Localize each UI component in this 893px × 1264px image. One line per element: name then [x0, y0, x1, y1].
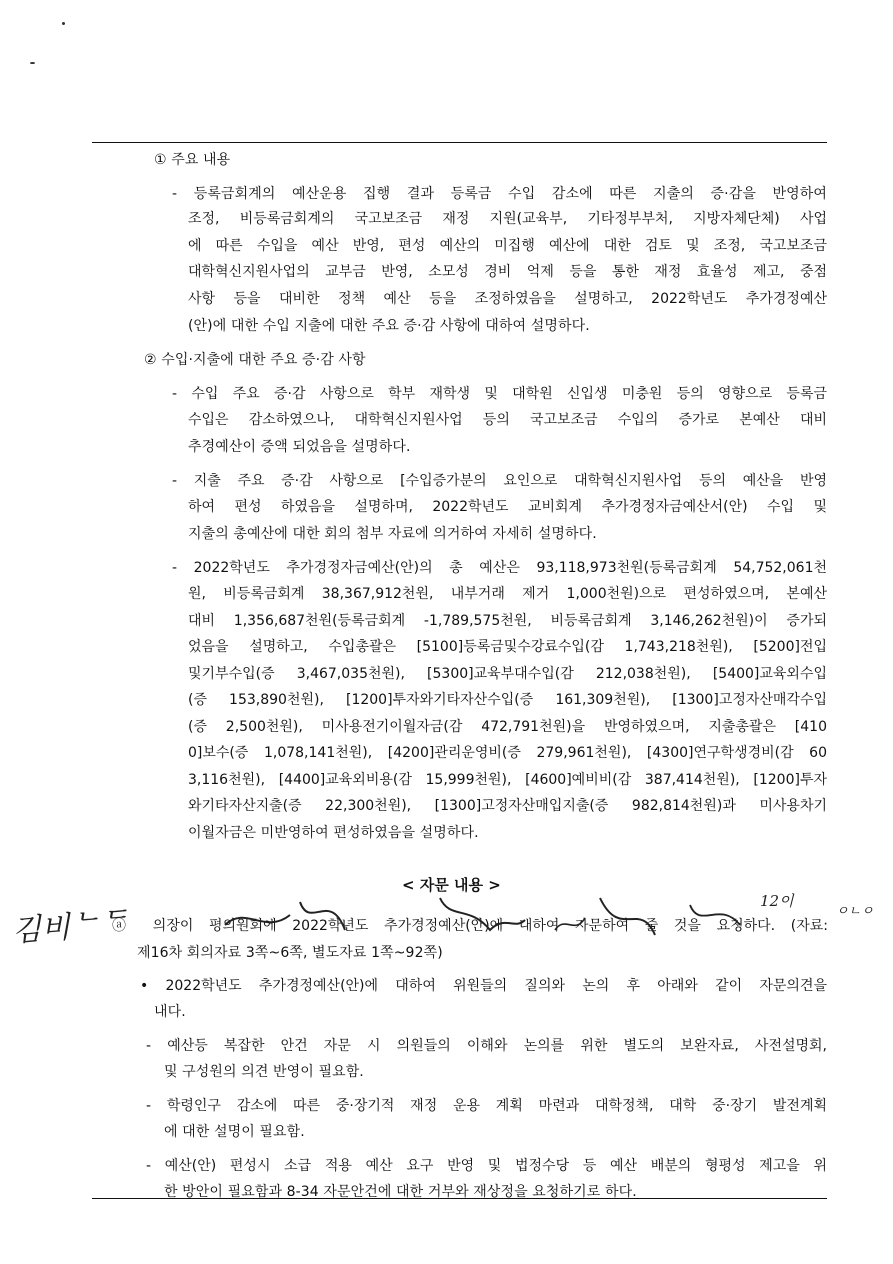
- section1-heading: ① 주요 내용: [154, 152, 231, 168]
- advice-item-line: - 예산(안) 편성시 소급 적용 예산 요구 반영 및 법정수당 등 예산 배분의 형평성 제고을 위: [146, 1158, 827, 1174]
- handwritten-signature: 김비ᄂᄃ: [11, 905, 130, 949]
- section2-para3-line: 0]보수(증 1,078,141천원), [4200]관리운영비(증 279,961천원), [4300]연구학생경비(감 60: [188, 745, 827, 761]
- section2-para1-line: - 수입 주요 증·감 사항으로 학부 재학생 및 대학원 신입생 미충원 등의 영향으로 등록금: [172, 386, 827, 402]
- section2-para1-line: 수입은 감소하였으나, 대학혁신지원사업 등의 국고보조금 수입의 증가로 본예산 대비: [188, 412, 827, 428]
- section1-line: - 등록금회계의 예산운용 집행 결과 등록금 수입 감소에 따른 지출의 증·감을 반영하여: [172, 186, 827, 202]
- section1-line: 조정, 비등록금회계의 국고보조금 재정 지원(교육부, 기타정부부처, 지방자체단체) 사업: [188, 211, 827, 227]
- advice-item-line: - 예산등 복잡한 안건 자문 시 의원들의 이해와 논의를 위한 별도의 보완자료, 사전설명회,: [146, 1038, 827, 1054]
- advice-intro-line: 제16차 회의자료 3쪽~6쪽, 별도자료 1쪽~92쪽): [137, 945, 443, 961]
- section2-para3-line: (증 153,890천원), [1200]투자와기타자산수입(증 161,309천원), [1300]고정자산매각수입: [188, 692, 827, 708]
- advice-item-line: - 학령인구 감소에 따른 중·장기적 재정 운용 계획 마련과 대학정책, 대학 중·장기 발전계획: [146, 1098, 827, 1114]
- advice-intro-line: ⓐ 의장이 평의원회에 2022학년도 추가경정예산(안)에 대하여 자문하여 줄 것을 요청하다. (자료:: [112, 918, 828, 934]
- scan-speck: [62, 22, 65, 25]
- section2-para2-line: 지출의 총예산에 대한 회의 첨부 자료에 의거하여 자세히 설명하다.: [188, 526, 597, 542]
- advice-title: < 자문 내용 >: [402, 876, 501, 894]
- section1-line: 대학혁신지원사업의 교부금 반영, 소모성 경비 억제 등을 통한 재정 효율성 제고, 중점: [188, 264, 827, 280]
- section2-para2-line: - 지출 주요 증·감 사항으로 [수입증가분의 요인으로 대학혁신지원사업 등의 예산을 반영: [172, 473, 827, 489]
- section1-line: (안)에 대한 수입 지출에 대한 주요 증·감 사항에 대하여 설명하다.: [188, 318, 590, 334]
- section2-para3-line: 이월자금은 미반영하여 편성하였음을 설명하다.: [188, 825, 479, 841]
- section1-line: 에 따른 수입을 예산 반영, 편성 예산의 미집행 예산에 대한 검토 및 조정, 국고보조금: [188, 238, 827, 254]
- section2-heading: ② 수입·지출에 대한 주요 증·감 사항: [144, 352, 366, 368]
- scan-speck: [30, 62, 35, 64]
- advice-bullet-line: 내다.: [154, 1004, 186, 1020]
- section2-para3-line: 었음을 설명하고, 수입총괄은 [5100]등록금및수강료수입(감 1,743,218천원), [5200]전입: [188, 639, 827, 655]
- section1-line: 사항 등을 대비한 정책 예산 등을 조정하였음을 설명하고, 2022학년도 추가경정예산: [188, 291, 827, 307]
- section2-para1-line: 추경예산이 증액 되었음을 설명하다.: [188, 439, 411, 455]
- section2-para3-line: 와기타자산지출(증 22,300천원), [1300]고정자산매입지출(증 982,814천원)과 미사용차기: [188, 798, 827, 814]
- section2-para3-line: 원, 비등록금회계 38,367,912천원, 내부거래 제거 1,000천원)으로 편성하였으며, 본예산: [188, 586, 827, 602]
- handwritten-scribble: ㅇㄴㅇ: [836, 904, 874, 919]
- section2-para3-line: 대비 1,356,687천원(등록금회계 -1,789,575천원, 비등록금회계 3,146,262천원)이 증가되: [188, 613, 827, 629]
- advice-item-line: 및 구성원의 의견 반영이 필요함.: [164, 1064, 364, 1080]
- advice-item-line: 한 방안이 필요함과 8-34 자문안건에 대한 거부와 재상정을 요청하기로 하다.: [164, 1184, 637, 1200]
- section2-para3-line: (증 2,500천원), 미사용전기이월자금(감 472,791천원)을 반영하였으며, 지출총괄은 [410: [188, 719, 827, 735]
- section2-para3-line: - 2022학년도 추가경정자금예산(안)의 총 예산은 93,118,973천원(등록금회계 54,752,061천: [172, 560, 827, 576]
- top-rule: [92, 142, 827, 143]
- section2-para2-line: 하여 편성 하였음을 설명하며, 2022학년도 교비회계 추가경정자금예산서(안) 수입 및: [188, 499, 827, 515]
- advice-item-line: 에 대한 설명이 필요함.: [164, 1124, 305, 1140]
- advice-bullet-line: • 2022학년도 추가경정예산(안)에 대하여 위원들의 질의와 논의 후 아래와 같이 자문의견을: [140, 978, 827, 994]
- handwritten-scribble: 12이: [760, 892, 794, 910]
- section2-para3-line: 및기부수입(증 3,467,035천원), [5300]교육부대수입(감 212,038천원), [5400]교육외수입: [188, 666, 827, 682]
- section2-para3-line: 3,116천원), [4400]교육외비용(감 15,999천원), [4600]예비비(감 387,414천원), [1200]투자: [188, 772, 827, 788]
- bottom-rule: [92, 1198, 827, 1199]
